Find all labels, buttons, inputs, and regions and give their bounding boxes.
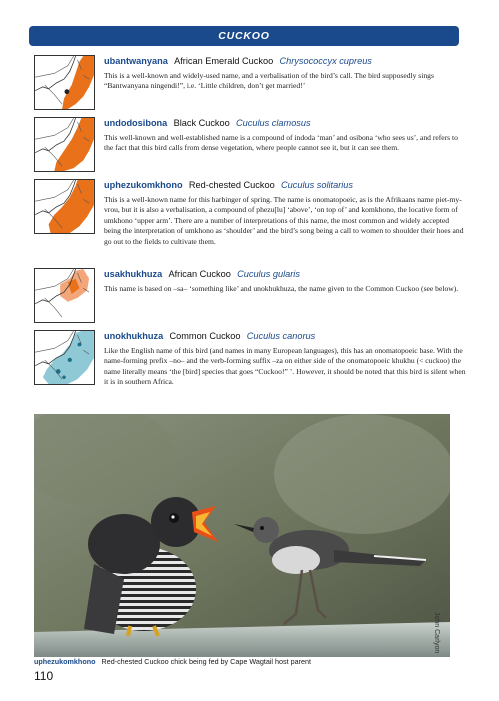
entry-heading — [104, 330, 466, 342]
english-name: Common Cuckoo — [169, 331, 241, 341]
page-number: 110 — [34, 669, 54, 683]
distribution-map-svg — [35, 269, 94, 322]
distribution-map-svg — [35, 118, 94, 171]
english-name: Red-chested Cuckoo — [188, 180, 275, 190]
english-name: Black Cuckoo — [173, 118, 230, 128]
entry-heading — [104, 268, 466, 280]
entry-heading — [104, 117, 466, 129]
zulu-name: uphezukomkhono — [104, 180, 183, 190]
distribution-map — [34, 268, 95, 323]
distribution-map — [34, 179, 95, 234]
entry-description: This is a well-known and widely-used name, and a verbalisation of the bird’s call. The bird supposedly sings “Bantwanyana ningendi!”, i.e. ‘Little children, don’t get married!’ — [104, 71, 434, 91]
scientific-name: Cuculus solitarius — [281, 180, 353, 190]
zulu-name: unokhukhuza — [104, 331, 164, 341]
entry-description: Like the English name of this bird (and names in many European languages), this has an onomatopoeic base. With the name-forming prefix –no– and the verb-forming suffix –za on either side of the onomatopoeic khukhu (< cuckoo) the name literally means ‘the [bird] species that goes “Cuckoo!” ’. However, it should be noted that this bird is silent when it is in southern Africa. — [104, 346, 466, 387]
distribution-map-svg — [35, 331, 94, 384]
photo-credit: John Carlyon — [433, 612, 440, 654]
entry-description: This name is based on –sa– ‘something like’ and unokhukhuza, the name given to the Common Cuckoo (see below). — [104, 284, 459, 293]
entry-description: This well-known and well-established name is a compound of indoda ‘man’ and osibona ‘who sees us’, and refers to the fact that this bird calls from dense vegetation, where people cannot see it, but it can see them. — [104, 133, 458, 153]
english-name: African Emerald Cuckoo — [174, 56, 274, 66]
caption-text: Red-chested Cuckoo chick being fed by Cape Wagtail host parent — [101, 657, 311, 666]
distribution-map-svg — [35, 180, 94, 233]
caption-zulu-name: uphezukomkhono — [34, 657, 96, 666]
zulu-name: undodosibona — [104, 118, 168, 128]
distribution-map — [34, 330, 95, 385]
bird-photo-svg — [34, 414, 450, 657]
zulu-name: usakhukhuza — [104, 269, 163, 279]
entry-heading — [104, 55, 466, 67]
distribution-map — [34, 117, 95, 172]
scientific-name: Chrysococcyx cupreus — [279, 56, 372, 66]
bird-photo — [34, 414, 450, 657]
distribution-map — [34, 55, 95, 110]
section-title-banner: CUCKOO — [29, 26, 459, 46]
english-name: African Cuckoo — [168, 269, 231, 279]
zulu-name: ubantwanyana — [104, 56, 168, 66]
entry-description: This is a well-known name for this harbinger of spring. The name is onomatopoeic, as is the Afrikaans name piet-my-vrou, but it is also a verbalisation, a compound of phezu[lu] ‘above’, ‘on top of’ and komkhono, the locative form of umkhono ‘upper arm’. There are a number of interpretations of this name, the most common and widely accepted being the interpretation of umkhono as ‘shoulder’ and the bird’s song being a call to women to shoulder their hoes and go out to the fields to cultivate them. — [104, 195, 464, 246]
scientific-name: Cuculus canorus — [246, 331, 316, 341]
photo-caption — [34, 657, 464, 667]
scientific-name: Cuculus gularis — [237, 269, 300, 279]
distribution-map-svg — [35, 56, 94, 109]
entry-heading — [104, 179, 466, 191]
scientific-name: Cuculus clamosus — [236, 118, 311, 128]
